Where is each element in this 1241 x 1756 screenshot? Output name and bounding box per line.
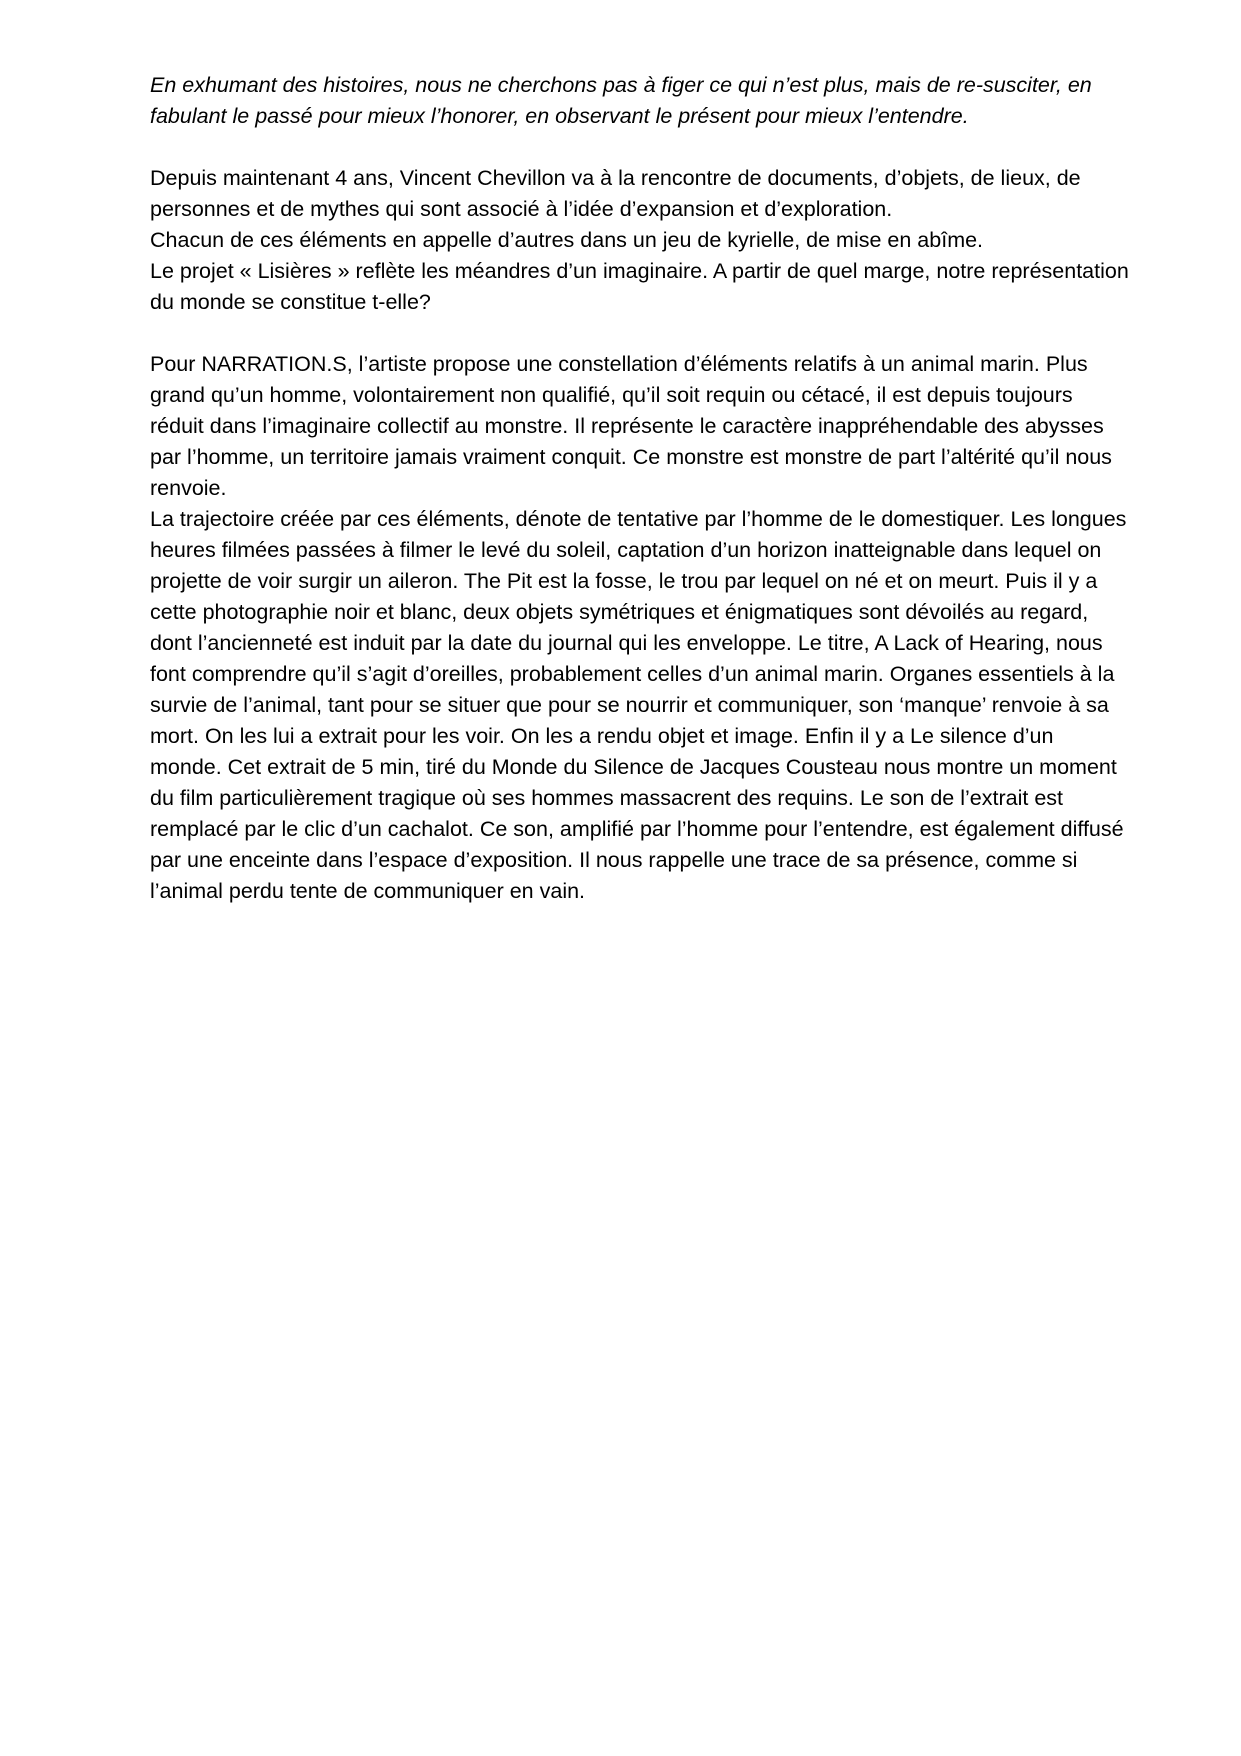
text-line: du film particulièrement tragique où ses hommes massacrent des requins. Le son de l’extrait est: [150, 786, 1063, 810]
text-line: réduit dans l’imaginaire collectif au monstre. Il représente le caractère inappréhendable des abysses: [150, 414, 1104, 438]
text-line: renvoie.: [150, 476, 227, 500]
intro-paragraph: [150, 70, 1200, 132]
paragraph-gap: [150, 318, 1200, 349]
text-line: dont l’ancienneté est induit par la date du journal qui les enveloppe. Le titre, A Lack of Hearing, nous: [150, 631, 1103, 655]
text-line: Pour NARRATION.S, l’artiste propose une constellation d’éléments relatifs à un animal marin. Plus: [150, 352, 1088, 376]
paragraph-narrations: [150, 349, 1200, 907]
text-line: La trajectoire créée par ces éléments, dénote de tentative par l’homme de le domestiquer. Les longues: [150, 507, 1127, 531]
text-line: par l’homme, un territoire jamais vraiment conquit. Ce monstre est monstre de part l’altérité qu’il nous: [150, 445, 1112, 469]
paragraph-gap: [150, 132, 1200, 163]
text-line: personnes et de mythes qui sont associé à l’idée d’expansion et d’exploration.: [150, 197, 893, 221]
text-line: grand qu’un homme, volontairement non qualifié, qu’il soit requin ou cétacé, il est depuis toujours: [150, 383, 1073, 407]
text-line: par une enceinte dans l’espace d’exposition. Il nous rappelle une trace de sa présence, comme si: [150, 848, 1078, 872]
text-line: projette de voir surgir un aileron. The Pit est la fosse, le trou par lequel on né et on meurt. Puis il y a: [150, 569, 1098, 593]
text-line: fabulant le passé pour mieux l’honorer, en observant le présent pour mieux l’entendre.: [150, 104, 969, 128]
text-line: mort. On les lui a extrait pour les voir. On les a rendu objet et image. Enfin il y a Le silence d’un: [150, 724, 1054, 748]
text-line: remplacé par le clic d’un cachalot. Ce son, amplifié par l’homme pour l’entendre, est également diffusé: [150, 817, 1124, 841]
document-page: [150, 70, 1200, 907]
text-line: En exhumant des histoires, nous ne cherchons pas à figer ce qui n’est plus, mais de re-susciter, en: [150, 73, 1092, 97]
text-line: Le projet « Lisières » reflète les méandres d’un imaginaire. A partir de quel marge, notre représentation: [150, 259, 1129, 283]
paragraph-lisieres: [150, 163, 1200, 318]
text-line: l’animal perdu tente de communiquer en vain.: [150, 879, 586, 903]
text-line: heures filmées passées à filmer le levé du soleil, captation d’un horizon inatteignable dans lequel on: [150, 538, 1102, 562]
text-line: survie de l’animal, tant pour se situer que pour se nourrir et communiquer, son ‘manque’ renvoie à sa: [150, 693, 1109, 717]
text-line: cette photographie noir et blanc, deux objets symétriques et énigmatiques sont dévoilés au regard,: [150, 600, 1089, 624]
text-line: Depuis maintenant 4 ans, Vincent Chevillon va à la rencontre de documents, d’objets, de lieux, de: [150, 166, 1081, 190]
text-line: Chacun de ces éléments en appelle d’autres dans un jeu de kyrielle, de mise en abîme.: [150, 228, 984, 252]
text-line: monde. Cet extrait de 5 min, tiré du Monde du Silence de Jacques Cousteau nous montre un moment: [150, 755, 1117, 779]
text-line: du monde se constitue t-elle?: [150, 290, 431, 314]
text-line: font comprendre qu’il s’agit d’oreilles, probablement celles d’un animal marin. Organes essentiels à la: [150, 662, 1115, 686]
